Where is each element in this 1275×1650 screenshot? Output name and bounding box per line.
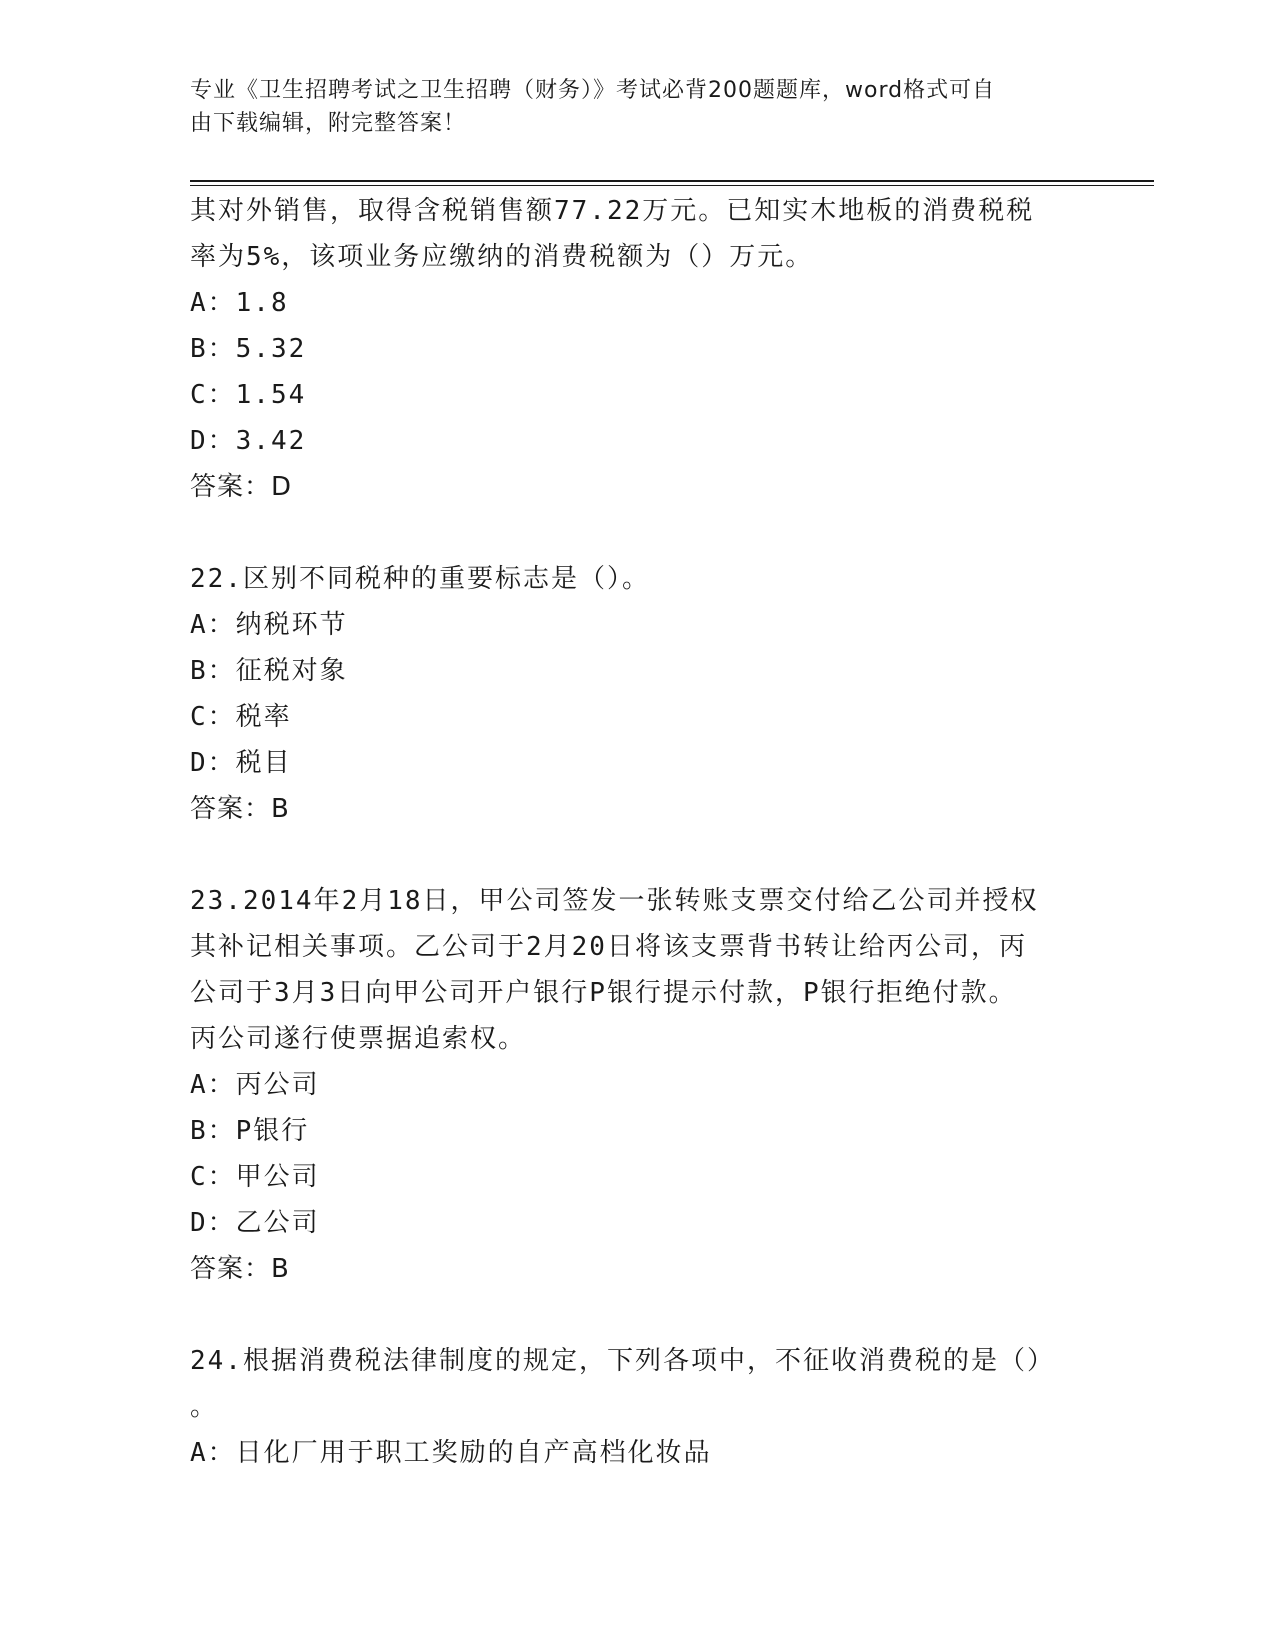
option-a: A：日化厂用于职工奖励的自产高档化妆品 <box>190 1438 712 1468</box>
option-c: C：税率 <box>190 702 292 732</box>
answer-line: 答案：B <box>190 794 290 824</box>
header-title-line-1: 专业《卫生招聘考试之卫生招聘（财务）》考试必背200题题库，word格式可自 <box>190 78 996 103</box>
question-stem: 24.根据消费税法律制度的规定，下列各项中，不征收消费税的是（） <box>190 1346 1055 1376</box>
question-24 <box>190 1338 1090 1476</box>
option-d: D：税目 <box>190 748 292 778</box>
header-divider-thin <box>190 185 1154 186</box>
question-21 <box>190 188 1090 510</box>
answer-line: 答案：D <box>190 472 293 502</box>
question-spacer <box>190 510 1090 556</box>
question-stem: 率为5%，该项业务应缴纳的消费税额为（）万元。 <box>190 242 814 272</box>
question-list <box>190 188 1090 1476</box>
question-stem: 丙公司遂行使票据追索权。 <box>190 1024 527 1054</box>
question-stem: 其补记相关事项。乙公司于2月20日将该支票背书转让给丙公司，丙 <box>190 932 1027 962</box>
answer-line: 答案：B <box>190 1254 290 1284</box>
option-b: B：5.32 <box>190 334 307 364</box>
option-c: C：甲公司 <box>190 1162 320 1192</box>
question-23 <box>190 878 1090 1292</box>
header-title-line-2: 由下载编辑，附完整答案！ <box>190 111 467 136</box>
header-divider-thick <box>190 180 1154 182</box>
option-a: A：1.8 <box>190 288 289 318</box>
question-stem: 公司于3月3日向甲公司开户银行P银行提示付款，P银行拒绝付款。 <box>190 978 1017 1008</box>
option-a: A：纳税环节 <box>190 610 348 640</box>
question-stem: 。 <box>190 1392 219 1422</box>
option-d: D：3.42 <box>190 426 307 456</box>
question-stem: 23.2014年2月18日，甲公司签发一张转账支票交付给乙公司并授权 <box>190 886 1039 916</box>
option-a: A：丙公司 <box>190 1070 320 1100</box>
question-stem: 22.区别不同税种的重要标志是（）。 <box>190 564 650 594</box>
option-b: B：征税对象 <box>190 656 348 686</box>
option-b: B：P银行 <box>190 1116 310 1146</box>
question-stem: 其对外销售，取得含税销售额77.22万元。已知实木地板的消费税税 <box>190 196 1035 226</box>
question-spacer <box>190 832 1090 878</box>
page-header <box>190 74 1070 140</box>
question-22 <box>190 556 1090 832</box>
option-d: D：乙公司 <box>190 1208 320 1238</box>
question-spacer <box>190 1292 1090 1338</box>
option-c: C：1.54 <box>190 380 307 410</box>
